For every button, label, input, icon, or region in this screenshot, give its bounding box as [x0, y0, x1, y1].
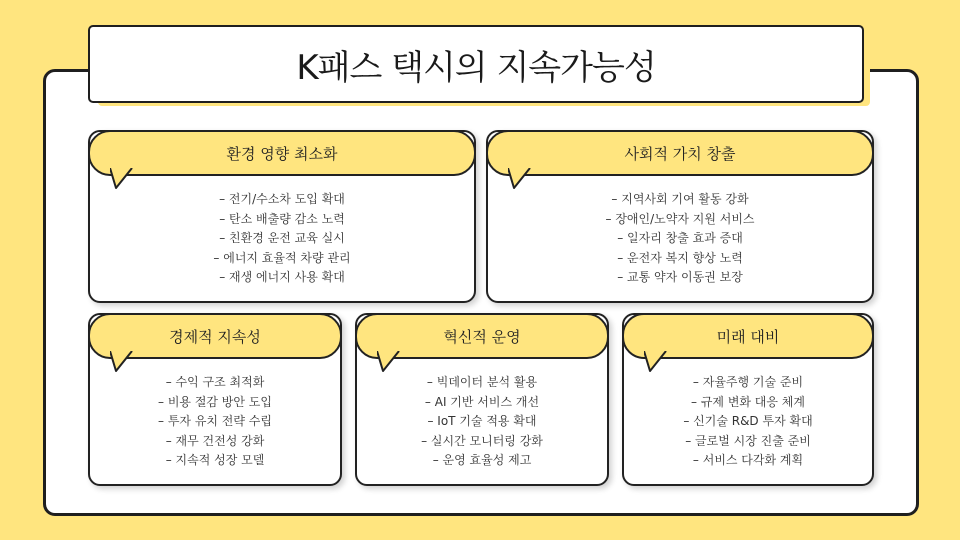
speech-tail-icon — [508, 168, 534, 190]
list-item: – 재무 건전성 강화 — [165, 433, 265, 448]
card-heading: 환경 영향 최소화 — [226, 144, 338, 163]
card-heading: 사회적 가치 창출 — [624, 144, 736, 163]
card-heading-bubble — [486, 130, 874, 176]
card-item-list — [90, 190, 474, 288]
list-item: – 규제 변화 대응 체계 — [691, 394, 805, 409]
list-item: – 비용 절감 방안 도입 — [158, 394, 272, 409]
list-item: – 친환경 운전 교육 실시 — [219, 231, 345, 245]
card-item-list — [90, 373, 340, 471]
card-economic — [88, 313, 342, 486]
list-item: – 교통 약자 이동권 보장 — [617, 270, 743, 284]
list-item: – 글로벌 시장 진출 준비 — [685, 433, 811, 448]
card-heading: 혁신적 운영 — [443, 327, 521, 346]
list-item: – IoT 기술 적용 확대 — [427, 414, 537, 428]
list-item: – 운전자 복지 향상 노력 — [617, 250, 743, 265]
list-item: – 실시간 모니터링 강화 — [421, 433, 543, 448]
list-item: – 투자 유치 전략 수립 — [158, 414, 272, 428]
list-item: – 재생 에너지 사용 확대 — [219, 270, 345, 284]
list-item: – 빅데이터 분석 활용 — [426, 375, 538, 389]
list-item: – 일자리 창출 효과 증대 — [617, 231, 743, 245]
list-item: – 지역사회 기여 활동 강화 — [611, 192, 749, 206]
card-heading-bubble — [88, 130, 476, 176]
card-future — [622, 313, 874, 486]
list-item: – 탄소 배출량 감소 노력 — [219, 211, 345, 226]
list-item: – 서비스 다각화 계획 — [692, 453, 804, 467]
speech-tail-icon — [377, 351, 403, 373]
page-title: K패스 택시의 지속가능성 — [296, 47, 656, 88]
speech-tail-icon — [644, 351, 670, 373]
speech-tail-icon — [110, 168, 136, 190]
list-item: – 지속적 성장 모델 — [165, 453, 265, 467]
list-item: – 에너지 효율적 차량 관리 — [213, 250, 351, 265]
title-box — [88, 25, 864, 103]
list-item: – 신기술 R&D 투자 확대 — [683, 414, 813, 428]
list-item: – 장애인/노약자 지원 서비스 — [605, 211, 755, 226]
card-item-list — [488, 190, 872, 288]
card-social-value — [486, 130, 874, 303]
list-item: – 수익 구조 최적화 — [165, 375, 265, 389]
card-item-list — [624, 373, 872, 471]
list-item: – 자율주행 기술 준비 — [692, 375, 804, 389]
list-item: – AI 기반 서비스 개선 — [424, 394, 540, 409]
list-item: – 전기/수소차 도입 확대 — [219, 192, 345, 206]
card-heading: 미래 대비 — [716, 327, 780, 346]
card-environment — [88, 130, 476, 303]
list-item: – 운영 효율성 제고 — [432, 453, 532, 467]
card-item-list — [357, 373, 607, 471]
speech-tail-icon — [110, 351, 136, 373]
card-heading: 경제적 지속성 — [169, 327, 261, 346]
card-innovation — [355, 313, 609, 486]
